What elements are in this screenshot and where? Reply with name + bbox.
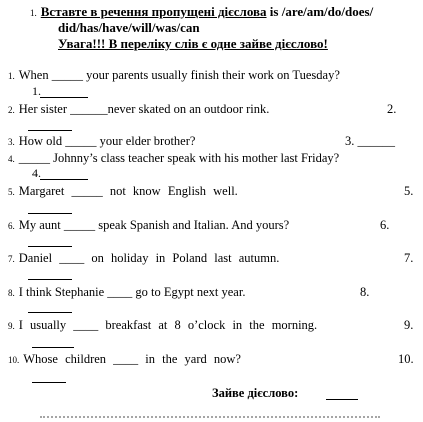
question-6-text: My aunt _____ speak Spanish and Italian. And yours? — [18, 218, 290, 232]
question-1: 1. When _____ your parents usually finish their work on Tuesday? — [8, 68, 340, 82]
answer-6-blank — [28, 246, 72, 247]
question-9: 9. I usually ____ breakfast at 8 o’clock in the morning. — [8, 318, 318, 332]
answer-7-label: 7. — [404, 251, 414, 265]
question-5-text: Margaret _____ not know English well. — [18, 184, 238, 198]
answer-5-blank — [28, 213, 72, 214]
answer-2-blank — [28, 130, 72, 131]
extra-verb-blank — [326, 399, 358, 400]
question-8-text: I think Stephanie ____ go to Egypt next year. — [18, 285, 246, 299]
answer-4-label: 4. — [32, 166, 41, 180]
question-7-text: Daniel ____ on holiday in Poland last autumn. — [18, 251, 280, 265]
answer-6-label: 6. — [380, 218, 390, 232]
answer-5-label: 5. — [404, 184, 414, 198]
word-list-part-1: is /are/am/do/does/ — [266, 4, 374, 19]
answer-1-blank — [40, 97, 88, 98]
question-6: 6. My aunt _____ speak Spanish and Italian. And yours? — [8, 218, 290, 232]
task-number: 1. — [30, 8, 37, 18]
instruction-line-1 — [30, 4, 373, 21]
warning-text: Увага!!! В переліку слів є одне зайве дієслово! — [58, 36, 328, 51]
answer-2-label: 2. — [387, 102, 397, 116]
answer-9-blank — [32, 347, 74, 348]
cutoff-text-remnant — [40, 416, 380, 422]
question-2-text: Her sister ______never skated on an outdoor rink. — [18, 102, 270, 116]
answer-3-label: 3. ______ — [345, 134, 395, 148]
question-10: 10. Whose children ____ in the yard now? — [8, 352, 241, 366]
answer-9-label: 9. — [404, 318, 414, 332]
answer-8-blank — [28, 312, 72, 313]
question-7: 7. Daniel ____ on holiday in Poland last autumn. — [8, 251, 280, 265]
question-10-text: Whose children ____ in the yard now? — [23, 352, 241, 366]
question-8: 8. I think Stephanie ____ go to Egypt next year. — [8, 285, 246, 299]
question-5: 5. Margaret _____ not know English well. — [8, 184, 238, 198]
question-2: 2. Her sister ______never skated on an outdoor rink. — [8, 102, 270, 116]
extra-verb-label: Зайве дієслово: — [212, 386, 299, 400]
instruction-text: Вставте в речення пропущені дієслова — [40, 4, 267, 19]
question-4-text: _____ Johnny’s class teacher speak with his mother last Friday? — [18, 151, 340, 165]
question-9-text: I usually ____ breakfast at 8 o’clock in the morning. — [18, 318, 318, 332]
question-1-text: When _____ your parents usually finish their work on Tuesday? — [18, 68, 340, 82]
answer-10-label: 10. — [398, 352, 414, 366]
answer-1-label: 1. — [32, 84, 41, 98]
answer-7-blank — [28, 279, 72, 280]
answer-8-label: 8. — [360, 285, 370, 299]
question-3-text: How old _____ your elder brother? — [18, 134, 196, 148]
answer-10-blank — [32, 382, 66, 383]
question-3: 3. How old _____ your elder brother? — [8, 134, 196, 148]
question-4: 4. _____ Johnny’s class teacher speak with his mother last Friday? — [8, 151, 340, 165]
word-list-part-2: did/has/have/will/was/can — [58, 20, 200, 35]
answer-4-blank — [40, 179, 88, 180]
